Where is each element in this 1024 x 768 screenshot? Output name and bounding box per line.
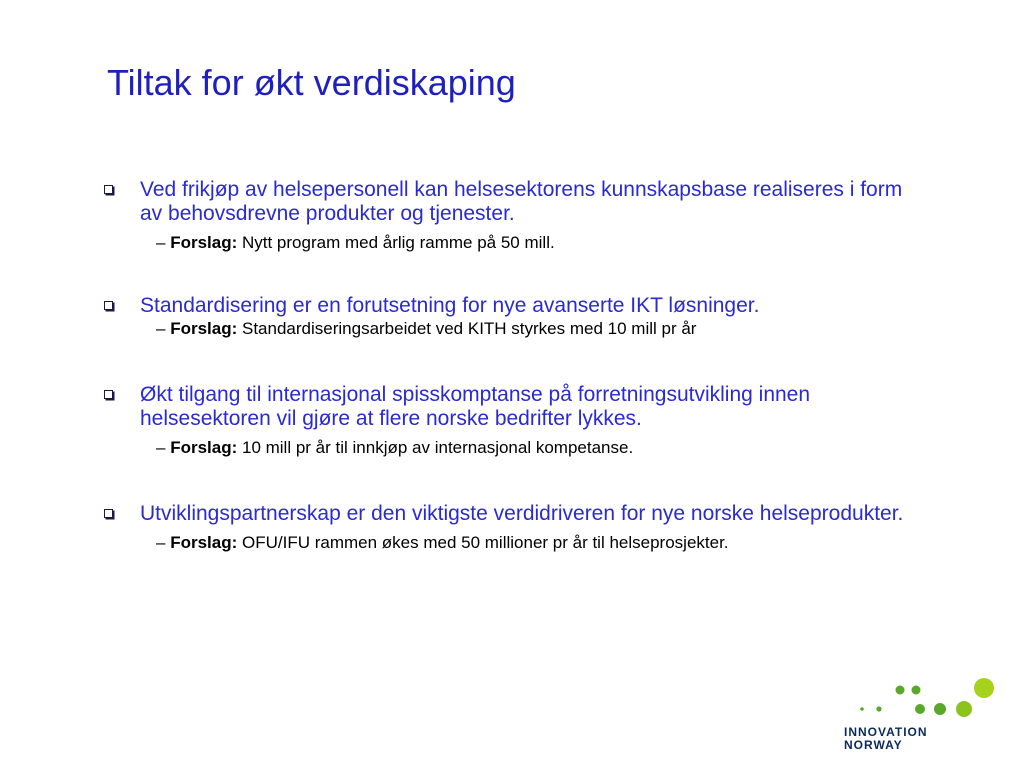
square-bullet-icon [104, 390, 113, 399]
sub-bullet-label: Forslag: [170, 438, 238, 457]
innovation-norway-logo [838, 676, 998, 756]
bullet-item-4 [104, 502, 924, 553]
bullet-text: Ved frikjøp av helsepersonell kan helsesektorens kunnskapsbase realiseres i form av behovsdrevne produkter og tjenester. [140, 178, 903, 225]
square-bullet-icon [104, 301, 113, 310]
slide-title: Tiltak for økt verdiskaping [107, 62, 516, 103]
bullet-item-3 [104, 383, 924, 458]
square-bullet-icon [104, 185, 113, 194]
sub-bullet [156, 437, 924, 458]
bullet-text: Utviklingspartnerskap er den viktigste verdidriveren for nye norske helseprodukter. [140, 502, 904, 525]
logo-text-line1: INNOVATION [844, 725, 928, 739]
sub-bullet [156, 318, 924, 339]
sub-bullet-label: Forslag: [170, 233, 238, 252]
dash-glyph: – [156, 319, 166, 338]
square-bullet-icon [104, 509, 113, 518]
bullet-text: Standardisering er en forutsetning for nye avanserte IKT løsninger. [140, 294, 760, 317]
logo-dots-icon [838, 676, 998, 726]
dash-glyph: – [156, 438, 166, 457]
sub-bullet [156, 232, 924, 253]
sub-bullet-text: Nytt program med årlig ramme på 50 mill. [237, 233, 555, 252]
logo-text-line2: NORWAY [844, 738, 903, 752]
sub-bullet-text: 10 mill pr år til innkjøp av internasjonal kompetanse. [237, 438, 634, 457]
bullet-item-2 [104, 294, 924, 339]
sub-bullet-label: Forslag: [170, 533, 238, 552]
sub-bullet-text: Standardiseringsarbeidet ved KITH styrkes med 10 mill pr år [237, 319, 697, 338]
dash-glyph: – [156, 233, 166, 252]
sub-bullet-label: Forslag: [170, 319, 238, 338]
bullet-item-1 [104, 178, 924, 253]
sub-bullet [156, 532, 924, 553]
bullet-text: Økt tilgang til internasjonal spisskomptanse på forretningsutvikling innen helsesektoren vil gjøre at flere norske bedrifter lykkes. [140, 383, 811, 430]
sub-bullet-text: OFU/IFU rammen økes med 50 millioner pr år til helseprosjekter. [237, 533, 729, 552]
dash-glyph: – [156, 533, 166, 552]
